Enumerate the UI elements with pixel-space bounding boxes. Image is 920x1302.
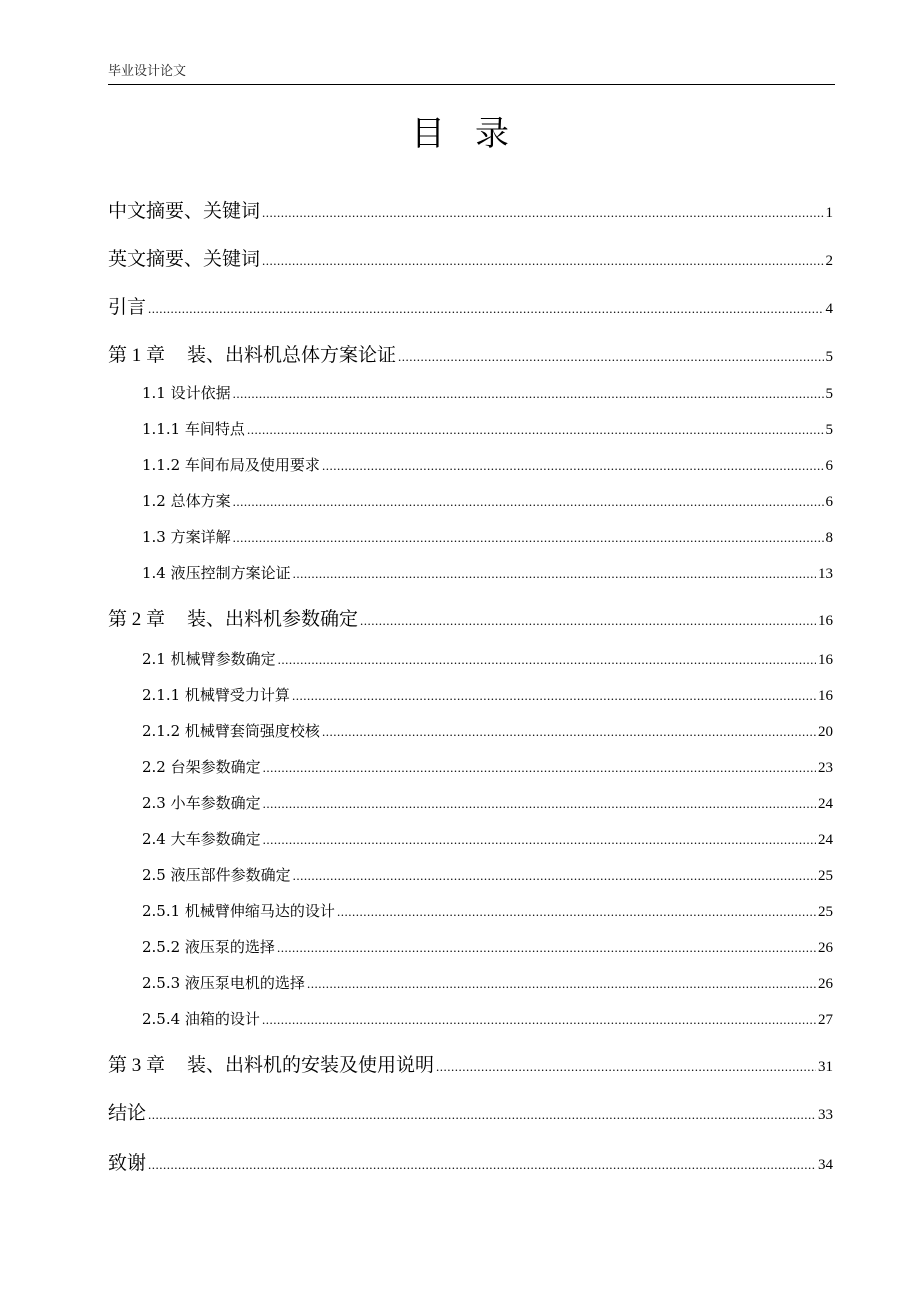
toc-entry-label: 2.1.2 机械臂套筒强度校核 — [142, 722, 320, 740]
toc-chapter-number: 第 2 章 — [108, 609, 166, 630]
toc-page-number: 4 — [825, 301, 833, 317]
toc-page-number: 16 — [818, 688, 833, 704]
toc-entry[interactable] — [142, 562, 833, 583]
toc-entry[interactable] — [108, 244, 833, 271]
toc-page-number: 26 — [818, 940, 833, 956]
toc-entry[interactable] — [142, 756, 833, 777]
toc-entry-label — [108, 340, 396, 367]
toc-entry-label: 2.3 小车参数确定 — [142, 794, 261, 812]
toc-page-number: 16 — [818, 613, 833, 629]
toc-entry[interactable] — [108, 292, 833, 319]
toc-dot-leader — [360, 613, 816, 629]
toc-entry[interactable] — [108, 604, 833, 631]
toc-entry-label — [108, 604, 358, 631]
toc-entry[interactable] — [142, 382, 833, 403]
toc-entry[interactable] — [142, 648, 833, 669]
toc-chapter-title: 装、出料机参数确定 — [187, 608, 359, 630]
toc-entry-label: 2.5 液压部件参数确定 — [142, 866, 291, 884]
toc-entry[interactable] — [142, 900, 833, 921]
toc-page-number: 20 — [818, 724, 833, 740]
running-header: 毕业设计论文 — [108, 64, 835, 85]
toc-dot-leader — [292, 688, 816, 704]
toc-entry-label: 1.4 液压控制方案论证 — [142, 564, 291, 582]
toc-page-number: 6 — [825, 494, 833, 510]
toc-page-number: 1 — [825, 205, 833, 221]
toc-dot-leader — [278, 652, 816, 668]
toc-page-number: 24 — [818, 796, 833, 812]
toc-page-number: 6 — [825, 458, 833, 474]
toc-page-number: 25 — [818, 868, 833, 884]
toc-dot-leader — [148, 301, 823, 317]
toc-page-number: 23 — [818, 760, 833, 776]
toc-dot-leader — [233, 494, 824, 510]
toc-page-number: 16 — [818, 652, 833, 668]
toc-entry[interactable] — [142, 972, 833, 993]
toc-dot-leader — [436, 1059, 816, 1075]
toc-page-number: 34 — [818, 1157, 833, 1173]
toc-dot-leader — [263, 760, 816, 776]
toc-entry-label: 1.1.1 车间特点 — [142, 420, 245, 438]
toc-entry-label: 2.4 大车参数确定 — [142, 830, 261, 848]
toc-entry[interactable] — [142, 828, 833, 849]
toc-entry[interactable] — [142, 418, 833, 439]
toc-chapter-number: 第 3 章 — [108, 1055, 166, 1076]
toc-chapter-number: 第 1 章 — [108, 345, 166, 366]
toc-dot-leader — [322, 458, 824, 474]
toc-dot-leader — [277, 940, 816, 956]
toc-entry-label: 1.3 方案详解 — [142, 528, 231, 546]
toc-page-number: 33 — [818, 1107, 833, 1123]
toc-entry[interactable] — [142, 1008, 833, 1029]
toc-page-number: 5 — [825, 349, 833, 365]
toc-entry[interactable] — [108, 1148, 833, 1175]
toc-entry-label: 致谢 — [108, 1152, 147, 1174]
toc-page-number: 5 — [825, 386, 833, 402]
toc-entry-label — [108, 1050, 434, 1077]
toc-dot-leader — [247, 422, 824, 438]
toc-page-number: 27 — [818, 1012, 833, 1028]
toc-entry-label: 中文摘要、关键词 — [108, 200, 261, 222]
toc-dot-leader — [262, 1012, 816, 1028]
toc-entry-label: 结论 — [108, 1102, 147, 1124]
toc-entry-label: 英文摘要、关键词 — [108, 248, 261, 270]
toc-entry-label: 2.5.4 油箱的设计 — [142, 1010, 260, 1028]
toc-entry[interactable] — [142, 526, 833, 547]
toc-entry-label: 2.5.1 机械臂伸缩马达的设计 — [142, 902, 335, 920]
toc-entry[interactable] — [142, 684, 833, 705]
toc-dot-leader — [398, 349, 823, 365]
toc-entry[interactable] — [142, 490, 833, 511]
toc-chapter-title: 装、出料机的安装及使用说明 — [187, 1054, 435, 1076]
toc-page-number: 2 — [825, 253, 833, 269]
toc-page-number: 26 — [818, 976, 833, 992]
toc-dot-leader — [262, 205, 823, 221]
toc-chapter-title: 装、出料机总体方案论证 — [187, 344, 397, 366]
toc-dot-leader — [293, 566, 816, 582]
page-title: 目录 — [411, 114, 539, 154]
toc-dot-leader — [322, 724, 816, 740]
toc-dot-leader — [307, 976, 816, 992]
toc-entry[interactable] — [108, 196, 833, 223]
toc-dot-leader — [263, 832, 816, 848]
toc-entry-label: 2.5.3 液压泵电机的选择 — [142, 974, 305, 992]
toc-entry[interactable] — [108, 340, 833, 367]
toc-entry[interactable] — [142, 792, 833, 813]
toc-entry-label: 2.5.2 液压泵的选择 — [142, 938, 275, 956]
toc-dot-leader — [263, 796, 816, 812]
toc-entry[interactable] — [142, 864, 833, 885]
toc-dot-leader — [233, 530, 824, 546]
toc-entry[interactable] — [108, 1050, 833, 1077]
toc-dot-leader — [148, 1157, 816, 1173]
toc-entry[interactable] — [142, 720, 833, 741]
toc-dot-leader — [293, 868, 816, 884]
toc-entry-label: 1.1.2 车间布局及使用要求 — [142, 456, 320, 474]
toc-dot-leader — [337, 904, 816, 920]
toc-dot-leader — [148, 1107, 816, 1123]
toc-entry[interactable] — [108, 1098, 833, 1125]
toc-entry[interactable] — [142, 454, 833, 475]
toc-dot-leader — [233, 386, 824, 402]
toc-entry-label: 1.2 总体方案 — [142, 492, 231, 510]
toc-entry-label: 2.1.1 机械臂受力计算 — [142, 686, 290, 704]
toc-page-number: 8 — [825, 530, 833, 546]
toc-entry[interactable] — [142, 936, 833, 957]
toc-page-number: 5 — [825, 422, 833, 438]
toc-dot-leader — [262, 253, 823, 269]
toc-entry-label: 1.1 设计依据 — [142, 384, 231, 402]
toc-entry-label: 2.2 台架参数确定 — [142, 758, 261, 776]
toc-entry-label: 2.1 机械臂参数确定 — [142, 650, 276, 668]
toc-entry-label: 引言 — [108, 296, 147, 318]
toc-page-number: 25 — [818, 904, 833, 920]
toc-page-number: 31 — [818, 1059, 833, 1075]
toc-page-number: 24 — [818, 832, 833, 848]
toc-page-number: 13 — [818, 566, 833, 582]
